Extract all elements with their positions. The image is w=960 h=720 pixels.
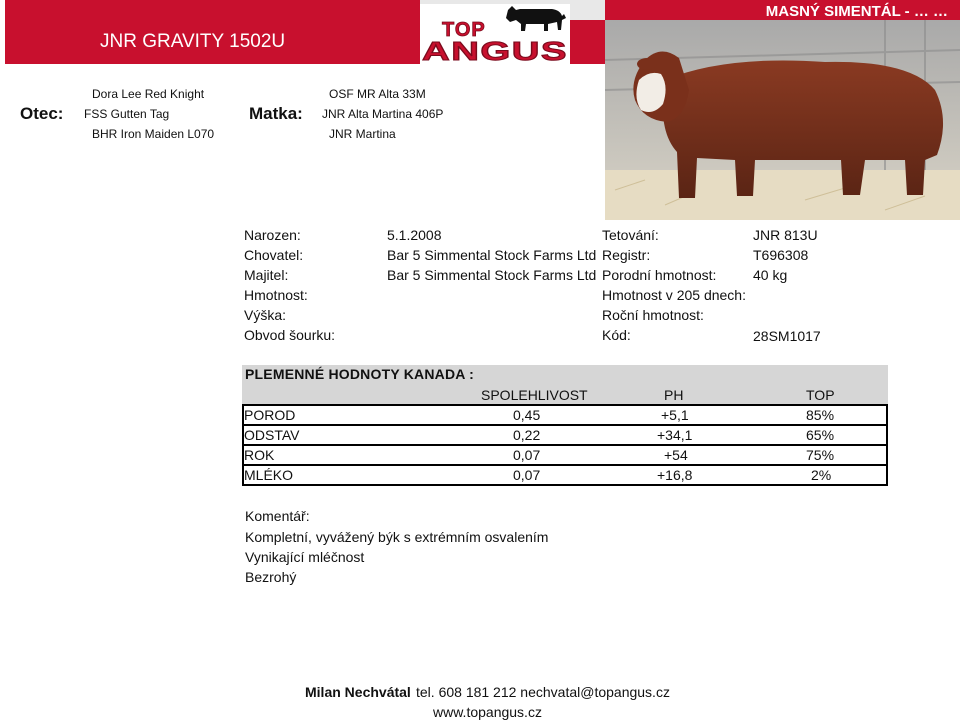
yearling-weight-label: Roční hmotnost:	[602, 307, 704, 323]
svg-text:TOP: TOP	[442, 19, 486, 41]
comment-line: Vynikající mléčnost	[245, 549, 365, 565]
dam-line: JNR Martina	[329, 127, 396, 141]
comment-label: Komentář:	[245, 508, 310, 524]
table-cell-ph: +54	[664, 447, 688, 463]
scrotal-label: Obvod šourku:	[244, 327, 336, 343]
footer-website-link[interactable]: www.topangus.cz	[433, 704, 542, 720]
birth-label: Narozen:	[244, 227, 301, 243]
dam-label: Matka:	[249, 104, 303, 123]
table-cell-spolehlivost: 0,45	[513, 407, 541, 423]
table-cell-top: 75%	[806, 447, 835, 463]
column-header-spolehlivost: SPOLEHLIVOST	[481, 387, 588, 403]
row-divider	[242, 444, 888, 446]
svg-text:ANGUS: ANGUS	[422, 36, 568, 64]
table-row-name: ODSTAV	[244, 427, 300, 443]
bull-photo	[605, 20, 960, 220]
table-cell-top: 65%	[806, 427, 835, 443]
owner-value: Bar 5 Simmental Stock Farms Ltd	[387, 267, 597, 283]
page-title: JNR GRAVITY 1502U	[100, 31, 286, 52]
column-header-ph: PH	[664, 387, 684, 403]
registry-label: Registr:	[602, 247, 651, 263]
bull-silhouette-icon	[420, 4, 570, 64]
tattoo-value: JNR 813U	[753, 227, 818, 243]
footer-contact-name: Milan Nechvátal	[305, 684, 411, 700]
sire-label: Otec:	[20, 104, 64, 123]
sire-line: BHR Iron Maiden L070	[92, 127, 215, 141]
table-cell-top: 85%	[806, 407, 835, 423]
birth-weight-label: Porodní hmotnost:	[602, 267, 717, 283]
breeder-value: Bar 5 Simmental Stock Farms Ltd	[387, 247, 597, 263]
top-angus-logo	[420, 4, 570, 64]
sire-line: FSS Gutten Tag	[84, 107, 170, 121]
dam-line: OSF MR Alta 33M	[329, 87, 426, 101]
registry-value: T696308	[753, 247, 809, 263]
birth-value: 5.1.2008	[387, 227, 442, 243]
table-row-name: ROK	[244, 447, 275, 463]
comment-line: Kompletní, vyvážený býk s extrémním osvalením	[245, 529, 549, 545]
sire-line: Dora Lee Red Knight	[92, 87, 205, 101]
owner-label: Majitel:	[244, 267, 289, 283]
weight-label: Hmotnost:	[244, 287, 308, 303]
comment-line: Bezrohý	[245, 569, 297, 585]
code-label: Kód:	[602, 327, 631, 343]
table-cell-top: 2%	[811, 467, 832, 483]
code-value: 28SM1017	[753, 328, 821, 344]
table-title: PLEMENNÉ HODNOTY KANADA :	[245, 366, 475, 382]
tattoo-label: Tetování:	[602, 227, 659, 243]
table-cell-spolehlivost: 0,07	[513, 447, 541, 463]
row-divider	[242, 424, 888, 426]
table-cell-spolehlivost: 0,22	[513, 427, 541, 443]
table-row-name: MLÉKO	[244, 467, 294, 483]
weight-205-label: Hmotnost v 205 dnech:	[602, 287, 746, 303]
table-row-name: POROD	[244, 407, 296, 423]
height-label: Výška:	[244, 307, 287, 323]
table-cell-ph: +34,1	[657, 427, 693, 443]
column-header-top: TOP	[806, 387, 835, 403]
category-label: MASNÝ SIMENTÁL - … …	[765, 3, 948, 20]
dam-line: JNR Alta Martina 406P	[322, 107, 444, 121]
header-red-strip-left	[5, 0, 420, 20]
birth-weight-value: 40 kg	[753, 267, 788, 283]
table-cell-ph: +5,1	[661, 407, 689, 423]
table-cell-ph: +16,8	[657, 467, 693, 483]
breeder-label: Chovatel:	[244, 247, 304, 263]
table-cell-spolehlivost: 0,07	[513, 467, 541, 483]
footer-contact-details[interactable]: tel. 608 181 212 nechvatal@topangus.cz	[416, 684, 670, 700]
row-divider	[242, 464, 888, 466]
